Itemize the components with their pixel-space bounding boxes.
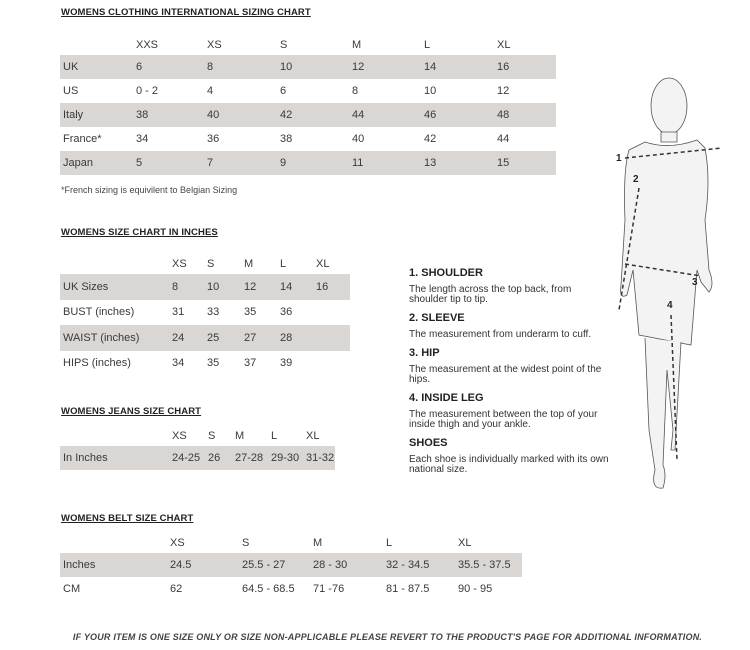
table-row	[60, 325, 350, 351]
table-header-row	[60, 426, 335, 446]
column-header: M	[235, 430, 245, 442]
table-cell: 39	[280, 357, 293, 370]
column-header: XS	[172, 430, 187, 442]
figure-label-3: 3	[692, 277, 698, 288]
table-cell: 8	[352, 85, 359, 97]
column-header: L	[424, 39, 431, 51]
table-cell: 10	[277, 55, 349, 79]
table-cell: 48	[494, 103, 556, 127]
table-cell: 8	[204, 55, 277, 79]
table-cell: 46	[421, 103, 494, 127]
table-cell: 6	[280, 85, 287, 97]
table-cell: 9	[277, 151, 349, 175]
figure-label-1: 1	[616, 153, 622, 164]
table-cell: 33	[207, 306, 220, 319]
table-cell: 71 -76	[313, 583, 345, 595]
table-cell: 35	[207, 357, 220, 370]
column-header: L	[271, 430, 278, 442]
table-cell: 42	[277, 103, 349, 127]
column-header	[60, 533, 167, 553]
inches-chart-title: WOMENS SIZE CHART IN INCHES	[61, 227, 218, 238]
table-row	[60, 151, 556, 175]
table-cell: 37	[244, 357, 257, 370]
column-header: S	[207, 258, 215, 270]
row-label: BUST (inches)	[63, 306, 135, 319]
table-cell: 10	[424, 85, 437, 97]
column-header: S	[280, 39, 288, 51]
table-cell: 4	[207, 85, 214, 97]
table-cell: 24.5	[167, 553, 239, 577]
inches-size-table	[60, 254, 350, 376]
row-label: WAIST (inches)	[60, 325, 169, 351]
column-header: M	[352, 39, 362, 51]
table-cell: 90 - 95	[458, 583, 493, 595]
table-row	[60, 446, 335, 470]
measurement-description: The measurement at the widest point of the hips.	[409, 364, 602, 385]
table-cell: 14	[421, 55, 494, 79]
table-header-row	[60, 254, 350, 274]
column-header: XL	[458, 537, 472, 549]
column-header: XL	[316, 258, 330, 270]
belt-size-table	[60, 533, 522, 601]
table-cell: 0 - 2	[136, 85, 159, 97]
table-cell: 35.5 - 37.5	[455, 553, 522, 577]
jeans-size-table	[60, 426, 335, 470]
mannequin-figure	[605, 70, 735, 500]
table-cell: 62	[170, 583, 183, 595]
column-header: S	[242, 537, 250, 549]
footer-notice: IF YOUR ITEM IS ONE SIZE ONLY OR SIZE NON-APPLICABLE PLEASE REVERT TO THE PRODUCT'S PAGE FOR ADDITIONAL INFORMATION.	[72, 632, 703, 642]
table-cell: 34	[136, 133, 149, 145]
table-cell: 44	[349, 103, 421, 127]
table-cell	[313, 351, 350, 377]
table-cell: 7	[204, 151, 277, 175]
table-cell: 44	[497, 133, 510, 145]
table-row	[60, 79, 556, 103]
table-row	[60, 274, 350, 300]
figure-label-2: 2	[633, 174, 639, 185]
column-header	[60, 254, 169, 274]
measurement-heading: SHOES	[409, 437, 448, 449]
table-cell: 29-30	[268, 446, 303, 470]
column-header	[60, 426, 169, 446]
international-chart-title: WOMENS CLOTHING INTERNATIONAL SIZING CHART	[61, 7, 311, 18]
mannequin-dress	[621, 140, 712, 345]
table-row	[60, 300, 350, 326]
international-size-table	[60, 35, 556, 175]
column-header: XS	[207, 39, 222, 51]
table-row	[60, 351, 350, 377]
measurement-description: The length across the top back, from shoulder tip to tip.	[409, 284, 572, 305]
table-cell: 35	[244, 306, 257, 319]
table-row	[60, 577, 522, 601]
row-label: Inches	[60, 553, 167, 577]
measurement-heading: 1. SHOULDER	[409, 267, 483, 279]
table-cell: 36	[207, 133, 220, 145]
table-row	[60, 553, 522, 577]
row-label: Japan	[60, 151, 133, 175]
table-cell: 64.5 - 68.5	[242, 583, 295, 595]
row-label: In Inches	[60, 446, 169, 470]
belt-chart-title: WOMENS BELT SIZE CHART	[61, 513, 194, 524]
measurement-guide	[409, 268, 609, 483]
column-header: XL	[497, 39, 511, 51]
french-sizing-note: *French sizing is equivilent to Belgian Sizing	[61, 185, 238, 195]
table-cell: 34	[172, 357, 185, 370]
table-cell: 12	[241, 274, 277, 300]
table-cell: 6	[133, 55, 204, 79]
table-cell	[313, 300, 350, 326]
table-cell: 40	[204, 103, 277, 127]
table-cell: 25.5 - 27	[239, 553, 310, 577]
table-cell: 27-28	[232, 446, 268, 470]
table-cell: 38	[280, 133, 293, 145]
table-cell: 25	[204, 325, 241, 351]
table-row	[60, 55, 556, 79]
mannequin-head	[651, 78, 687, 134]
column-header: M	[313, 537, 323, 549]
table-cell	[313, 325, 350, 351]
column-header: L	[280, 258, 287, 270]
table-cell: 5	[133, 151, 204, 175]
row-label: Italy	[60, 103, 133, 127]
column-header: XL	[306, 430, 320, 442]
table-cell: 36	[280, 306, 293, 319]
table-cell: 32 - 34.5	[383, 553, 455, 577]
row-label: CM	[63, 583, 81, 595]
table-header-row	[60, 533, 522, 553]
table-cell: 42	[424, 133, 437, 145]
column-header: XS	[172, 258, 187, 270]
column-header: XXS	[136, 39, 159, 51]
measurement-heading: 4. INSIDE LEG	[409, 392, 484, 404]
measurement-heading: 3. HIP	[409, 347, 440, 359]
table-cell: 12	[349, 55, 421, 79]
measurement-description: Each shoe is individually marked with its own national size.	[409, 454, 609, 475]
measurement-description: The measurement from underarm to cuff.	[409, 329, 592, 340]
table-cell: 28	[277, 325, 313, 351]
table-cell: 15	[494, 151, 556, 175]
column-header: M	[244, 258, 254, 270]
table-cell: 8	[169, 274, 204, 300]
column-header	[60, 35, 133, 55]
table-cell: 31-32	[303, 446, 335, 470]
table-cell: 24-25	[169, 446, 205, 470]
table-cell: 38	[133, 103, 204, 127]
table-cell: 13	[421, 151, 494, 175]
measurement-heading: 2. SLEEVE	[409, 312, 465, 324]
row-label: France*	[63, 133, 102, 145]
table-row	[60, 103, 556, 127]
table-cell: 24	[169, 325, 204, 351]
column-header: L	[386, 537, 393, 549]
measurement-description: The measurement between the top of your inside thigh and your ankle.	[409, 409, 598, 430]
row-label: UK Sizes	[60, 274, 169, 300]
table-cell: 16	[313, 274, 350, 300]
table-cell: 40	[352, 133, 365, 145]
table-row	[60, 127, 556, 151]
jeans-chart-title: WOMENS JEANS SIZE CHART	[61, 406, 202, 417]
table-cell: 12	[497, 85, 510, 97]
row-label: UK	[60, 55, 133, 79]
figure-label-4: 4	[667, 300, 673, 311]
table-cell: 11	[349, 151, 421, 175]
row-label: HIPS (inches)	[63, 357, 131, 370]
table-cell: 27	[241, 325, 277, 351]
table-header-row	[60, 35, 556, 55]
table-cell: 28 - 30	[310, 553, 383, 577]
table-cell: 16	[494, 55, 556, 79]
row-label: US	[63, 85, 79, 97]
table-cell: 26	[205, 446, 232, 470]
table-cell: 14	[277, 274, 313, 300]
table-cell: 81 - 87.5	[386, 583, 430, 595]
table-cell: 10	[204, 274, 241, 300]
column-header: S	[208, 430, 216, 442]
table-cell: 31	[172, 306, 185, 319]
column-header: XS	[170, 537, 185, 549]
